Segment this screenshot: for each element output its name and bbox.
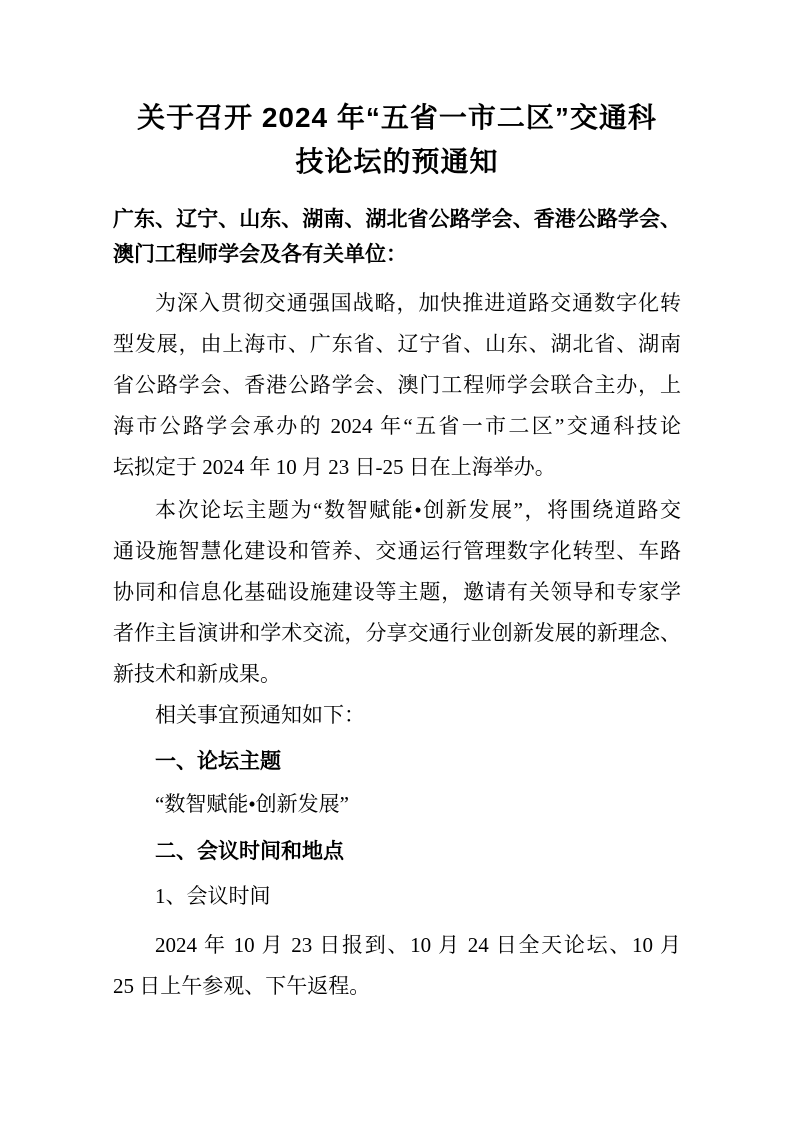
salutation-line-1: 广东、辽宁、山东、湖南、湖北省公路学会、香港公路学会、 — [113, 208, 681, 231]
paragraph-theme-line-2: 通设施智慧化建设和管养、交通运行管理数字化转型、车路 — [113, 539, 681, 563]
document-title — [113, 96, 681, 184]
paragraph-theme — [113, 490, 681, 695]
paragraph-theme-line-3: 协同和信息化基础设施建设等主题，邀请有关领导和专家学 — [113, 580, 681, 604]
meeting-time-subheading-line: 1、会议时间 — [155, 884, 271, 908]
title-line-1: 关于召开 2024 年“五省一市二区”交通科 — [137, 102, 657, 133]
paragraph-theme-line-5: 新技术和新成果。 — [113, 662, 281, 686]
paragraph-theme-line-1: 本次论坛主题为“数智赋能•创新发展”，将围绕道路交 — [155, 498, 681, 522]
meeting-time-line-2: 25 日上午参观、下午返程。 — [113, 974, 371, 998]
paragraph-intro-line-4: 海市公路学会承办的 2024 年“五省一市二区”交通科技论 — [113, 414, 681, 438]
title-line-2: 技论坛的预通知 — [295, 146, 499, 177]
salutation — [113, 202, 681, 272]
paragraph-intro-line-3: 省公路学会、香港公路学会、澳门工程师学会联合主办，上 — [113, 373, 681, 397]
paragraph-notice-intro — [113, 695, 681, 736]
meeting-time-subheading — [113, 876, 681, 917]
forum-theme-quote-line: “数智赋能•创新发展” — [155, 792, 349, 816]
paragraph-intro-line-5: 坛拟定于 2024 年 10 月 23 日-25 日在上海举办。 — [113, 455, 556, 479]
paragraph-theme-line-4: 者作主旨演讲和学术交流，分享交通行业创新发展的新理念、 — [113, 621, 681, 645]
forum-theme-quote — [113, 784, 681, 825]
meeting-time-line-1: 2024 年 10 月 23 日报到、10 月 24 日全天论坛、10 月 — [155, 933, 681, 957]
paragraph-intro — [113, 283, 681, 488]
section-one-heading: 一、论坛主题 — [155, 750, 281, 773]
section-two-heading: 二、会议时间和地点 — [155, 840, 344, 863]
meeting-time-paragraph — [113, 925, 681, 1007]
paragraph-intro-line-1: 为深入贯彻交通强国战略，加快推进道路交通数字化转 — [155, 291, 681, 315]
paragraph-notice-line-1: 相关事宜预通知如下： — [155, 703, 365, 727]
salutation-line-2: 澳门工程师学会及各有关单位： — [113, 243, 407, 266]
paragraph-intro-line-2: 型发展，由上海市、广东省、辽宁省、山东、湖北省、湖南 — [113, 332, 681, 356]
